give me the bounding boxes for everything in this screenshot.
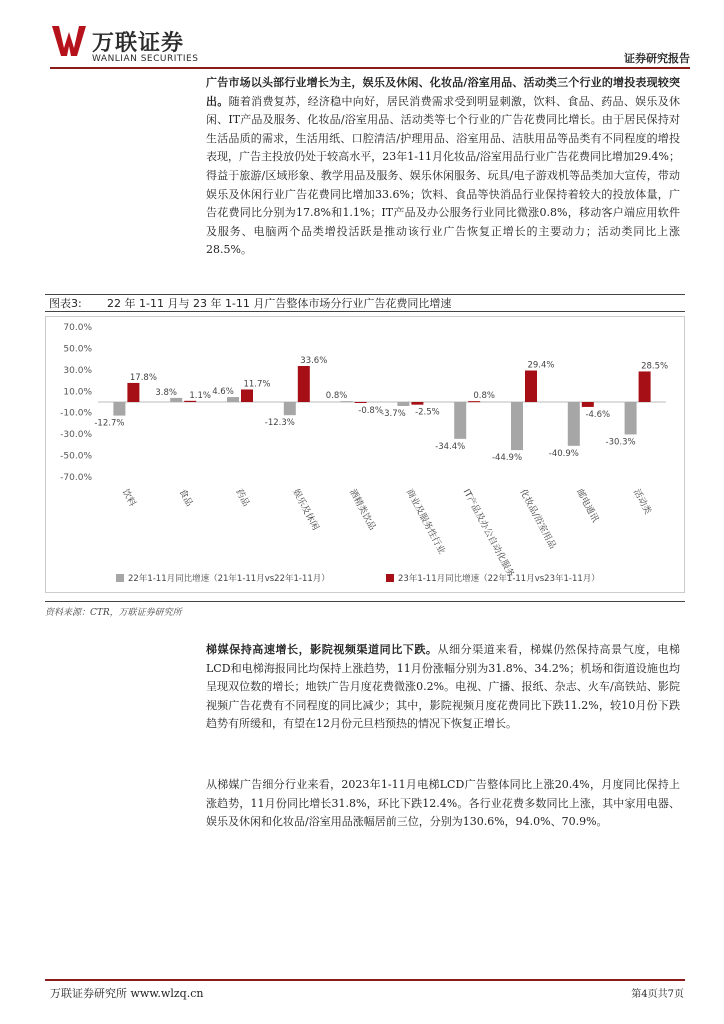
data-label: -4.6% — [585, 409, 611, 420]
bar-y2022 — [568, 402, 580, 446]
bar-y2022 — [227, 397, 239, 402]
y-tick-label: 10.0% — [63, 387, 92, 398]
legend-label: 22年1-11月同比增速（21年1-11月vs22年1-11月） — [128, 574, 330, 584]
bar-y2023 — [582, 402, 594, 407]
bar-y2023 — [355, 402, 367, 403]
bar-y2023 — [639, 371, 651, 402]
y-tick-label: 30.0% — [63, 365, 92, 376]
data-label: -40.9% — [548, 448, 579, 459]
data-label: 28.5% — [641, 361, 669, 372]
x-tick-label: IT产品及办公自动化服务 — [460, 487, 516, 580]
legend-swatch — [116, 574, 124, 582]
bar-y2023 — [298, 366, 310, 402]
data-label: -44.9% — [491, 453, 523, 464]
paragraph-industry-overview — [206, 74, 680, 260]
brand-name-en: WANLIAN SECURITIES — [92, 54, 199, 64]
data-label: 0.8% — [473, 391, 496, 402]
bar-y2022 — [341, 401, 353, 402]
paragraph-body: 从梯媒广告细分行业来看，2023年1-11月电梯LCD广告整体同比上涨20.4%，月度同比保持上涨趋势，11月份同比增长31.8%，环比下跌12.4%。各行业花费多数同比上涨，其中家用电器、娱乐及休闲和化妆品/浴室用品涨幅居前三位，分别为130.6%，94.0%、70.9%。 — [206, 778, 680, 829]
header-divider — [50, 67, 690, 69]
page-header — [50, 22, 690, 66]
paragraph-body: 从细分渠道来看，梯媒仍然保持高景气度，电梯LCD和电梯海报同比均保持上涨趋势，11月份涨幅分别为31.8%、34.2%；机场和街道设施也均呈现双位数的增长；地铁广告月度花费微涨0.2%。电视、广播、报纸、杂志、火车/高铁站、影院视频广告花费有不同程度的同比减少；其中，影院视频月度花费同比下跌11.2%，较10月份下跌趋势有所缓和，有望在12月份元旦档预热的情况下恢复正增长。 — [206, 643, 680, 731]
page-number: 第4页共7页 — [631, 989, 684, 1000]
bar-y2023 — [184, 401, 196, 402]
data-label: 29.4% — [527, 360, 555, 371]
legend-label: 23年1-11月同比增速（22年1-11月vs23年1-11月） — [398, 574, 600, 584]
bar-chart — [46, 317, 684, 592]
paragraph-lead: 梯媒保持高速增长，影院视频渠道同比下跌。 — [206, 643, 438, 656]
bar-y2022 — [454, 402, 466, 439]
data-label: -30.3% — [605, 437, 636, 448]
x-tick-label: 邮电通讯 — [574, 487, 600, 525]
bar-y2022 — [113, 402, 125, 416]
y-tick-label: -10.0% — [60, 408, 92, 419]
bar-y2023 — [411, 402, 423, 405]
data-label: 17.8% — [129, 372, 157, 383]
x-tick-label: 活动类 — [630, 487, 653, 517]
x-tick-label: 商业及服务性行业 — [403, 487, 447, 556]
x-tick-label: 娱乐及休闲 — [290, 487, 321, 533]
data-label: -0.8% — [358, 405, 383, 416]
bar-y2022 — [170, 398, 182, 402]
bar-y2023 — [468, 401, 480, 402]
legend-swatch — [386, 574, 394, 582]
data-label: 1.1% — [189, 390, 212, 401]
report-type-label: 证券研究报告 — [624, 52, 690, 65]
x-tick-label: 酒精类饮品 — [346, 487, 377, 533]
y-tick-label: -50.0% — [60, 451, 92, 462]
data-label: -3.7% — [381, 408, 406, 419]
footer-institute: 万联证券研究所 www.wlzq.cn — [50, 987, 204, 1000]
paragraph-body: 随着消费复苏，经济稳中向好，居民消费需求受到明显刺激，饮料、食品、药品、娱乐及休闲、IT产品及服务、化妆品/浴室用品、活动类等七个行业的广告花费同比增长。由于居民保持对生活品质的需求，生活用纸、口腔清洁/护理用品、浴室用品、洁肤用品等品类有不同程度的增投表现，广告主投放仍处于较高水平，23年1-11月化妆品/浴室用品行业广告花费同比增加29.4%；得益于旅游/区域形象、教学用品及服务、娱乐休闲服务、玩具/电子游戏机等品类加大宣传，带动娱乐及休闲行业广告花费同比增加33.6%；饮料、食品等快消品行业保持着较大的投放体量，广告花费同比分别为17.8%和1.1%；IT产品及办公服务行业同比微涨0.8%，移动客户端应用软件及服务、电脑两个品类增投活跃是推动该行业广告恢复正增长的主要动力；活动类同比上涨28.5%。 — [206, 94, 681, 257]
data-label: 0.8% — [325, 391, 348, 402]
bar-y2022 — [284, 402, 296, 415]
data-label: -2.5% — [415, 407, 440, 418]
bar-y2023 — [127, 383, 139, 402]
x-tick-label: 化妆品/浴室用品 — [517, 487, 558, 551]
bar-y2022 — [511, 402, 523, 450]
source-note: 资料来源：CTR，万联证券研究所 — [45, 601, 685, 618]
x-tick-label: 饮料 — [119, 487, 138, 509]
data-label: 4.6% — [212, 387, 234, 398]
paragraph-elevator-lcd — [206, 776, 680, 832]
x-tick-label: 食品 — [176, 487, 194, 509]
paragraph-lead: 广告市场以头部行业增长为主，娱乐及休闲、化妆品/浴室用品、活动类三个行业的增投表现较突出。 — [206, 76, 680, 108]
data-label: -34.4% — [435, 441, 466, 452]
figure-number: 图表3: — [49, 297, 82, 310]
x-tick-label: 药品 — [233, 487, 251, 509]
bar-y2023 — [241, 389, 253, 402]
y-tick-label: 50.0% — [63, 344, 92, 355]
data-label: 11.7% — [243, 379, 271, 390]
data-label: -12.7% — [94, 418, 125, 429]
figure-title — [45, 294, 685, 312]
brand-name-cn: 万联证券 — [92, 31, 185, 56]
data-label: 3.8% — [155, 387, 178, 398]
chart-container — [45, 316, 685, 593]
y-tick-label: -30.0% — [60, 430, 92, 441]
bar-y2022 — [397, 402, 409, 406]
y-tick-label: 70.0% — [63, 323, 92, 333]
figure-caption: 22 年 1-11 月与 23 年 1-11 月广告整体市场分行业广告花费同比增速 — [107, 297, 452, 310]
data-label: 33.6% — [300, 356, 328, 366]
wanlian-logo-icon — [50, 22, 88, 60]
paragraph-channel-trend — [206, 641, 680, 734]
bar-y2022 — [625, 402, 637, 434]
bar-y2023 — [525, 371, 537, 403]
data-label: -12.3% — [264, 418, 295, 429]
y-tick-label: -70.0% — [60, 473, 92, 483]
footer-divider — [45, 979, 685, 981]
